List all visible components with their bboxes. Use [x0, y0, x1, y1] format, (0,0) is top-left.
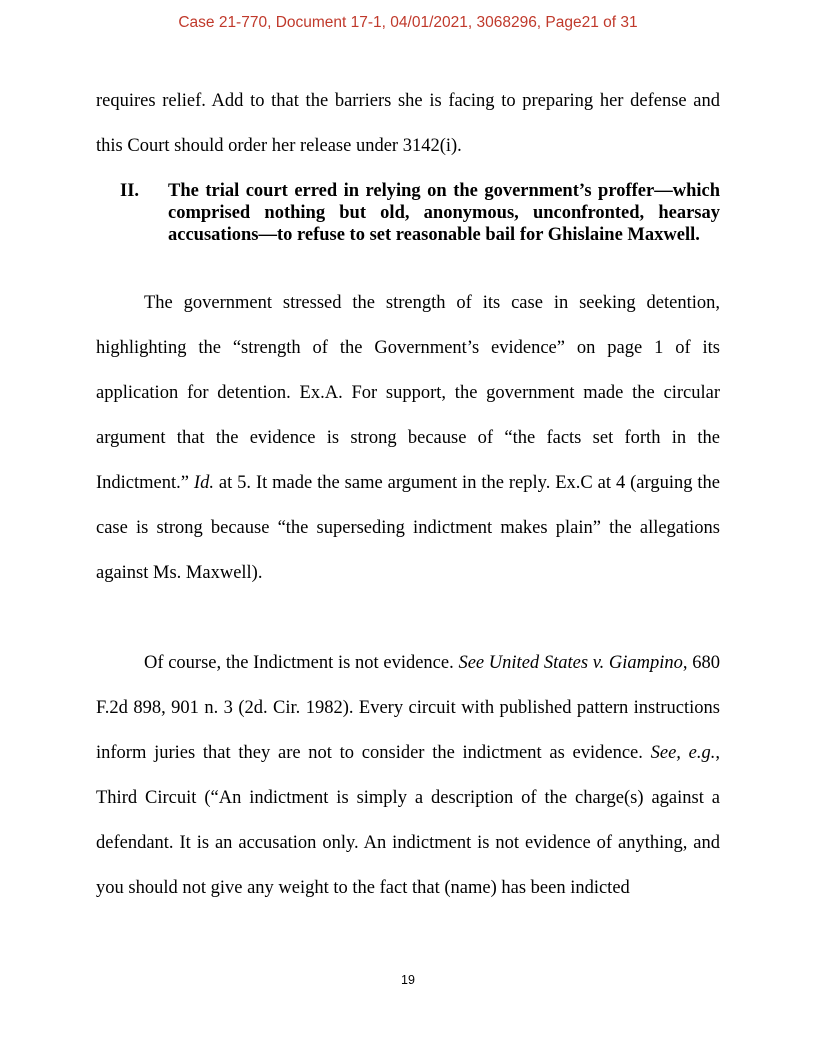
section-heading-text: The trial court erred in relying on the government’s proffer—which comprised nothing but old, anonymous, unconfronted, hearsay accusations—to refuse to set reasonable bail for Ghislaine Maxwell. — [168, 181, 720, 245]
case-header: Case 21-770, Document 17-1, 04/01/2021, 3068296, Page21 of 31 — [178, 14, 638, 31]
paragraph-3 — [96, 641, 720, 911]
paragraph-3-part-2: , 680 F.2d 898, 901 n. 3 (2d. Cir. 1982). Every circuit with published pattern instructions inform juries that they are not to consider the indictment as evidence. — [96, 653, 720, 763]
case-citation: See United States v. Giampino — [458, 653, 683, 673]
section-heading — [120, 180, 720, 246]
page-number: 19 — [401, 973, 415, 987]
paragraph-1: requires relief. Add to that the barriers she is facing to preparing her defense and this Court should order her release under 3142(i). — [96, 91, 720, 156]
paragraph-2-part-2: at 5. It made the same argument in the reply. Ex.C at 4 (arguing the case is strong because “the superseding indictment makes plain” the allegations against Ms. Maxwell). — [96, 473, 720, 583]
section-number: II. — [120, 181, 140, 201]
paragraph-3-part-1: Of course, the Indictment is not evidence. — [144, 653, 459, 673]
paragraph-3-part-3: , Third Circuit (“An indictment is simply a description of the charge(s) against a defendant. It is an accusation only. An indictment is not evidence of anything, and you should not give any weight to the fact that (name) has been indicted — [96, 743, 720, 898]
see-eg-signal: See, e.g. — [650, 743, 716, 763]
paragraph-2 — [96, 281, 720, 596]
paragraph-2-part-1: The government stressed the strength of its case in seeking detention, highlighting the “strength of the Government’s evidence” on page 1 of its application for detention. Ex.A. For support, the government made the circular argument that the evidence is strong because of “the facts set forth in the Indictment.” — [96, 293, 720, 493]
id-citation: Id. — [193, 473, 214, 493]
